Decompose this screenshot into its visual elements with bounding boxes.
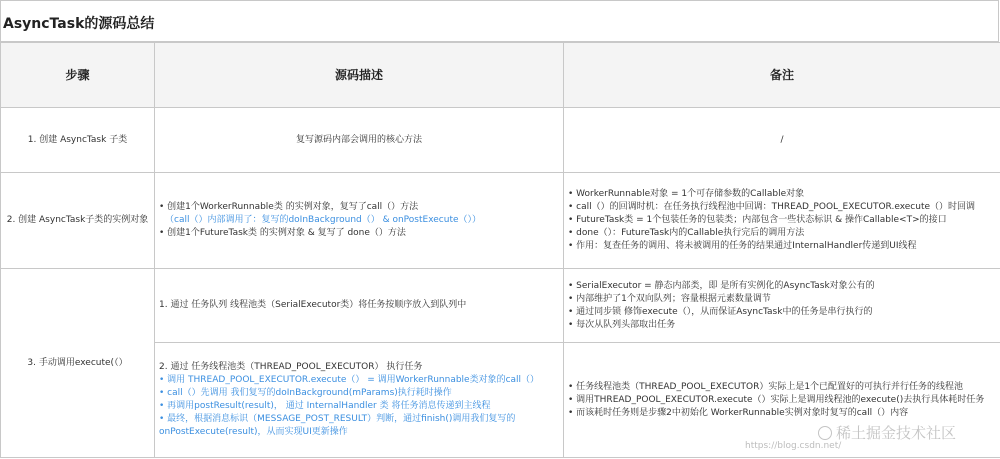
note-line: • FutureTask类 = 1个包装任务的包装类；内部包含一些状态标识 & 操作Callable<T>的接口 <box>568 215 947 225</box>
description-line: （call（）内部调用了：复写的doInBackground（） & onPostExecute（）） <box>165 215 482 225</box>
watermark-logo-text: 稀土掘金技术社区 <box>836 424 957 442</box>
description-line: • 最终，根据消息标识（MESSAGE_POST_RESULT）判断，通过finish()调用我们复写的 <box>159 414 516 424</box>
description-line: • call（）先调用 我们复写的doInBackground(mParams)执行耗时操作 <box>159 388 452 398</box>
note-line: • 而该耗时任务则是步骤2中初始化 WorkerRunnable实例对象时复写的call（）内容 <box>568 407 909 418</box>
description-line: • 创建1个FutureTask类 的实例对象 & 复写了 done（）方法 <box>159 228 406 238</box>
note-line: • 每次从队列头部取出任务 <box>568 319 676 330</box>
watermark-logo <box>818 422 956 443</box>
summary-table <box>0 42 1000 458</box>
description-line: • 调用 THREAD_POOL_EXECUTOR.execute（） = 调用WorkerRunnable类对象的call（） <box>159 375 540 385</box>
header-row <box>1 43 1000 108</box>
note-line: • 任务线程池类（THREAD_POOL_EXECUTOR）实际上是1个已配置好的可执行并行任务的线程池 <box>568 381 964 392</box>
description-line: onPostExecute(result)，从而实现UI更新操作 <box>159 427 348 437</box>
description-cell <box>155 173 564 269</box>
step-cell: 3. 手动调用execute(（） <box>1 269 155 458</box>
header-notes: 备注 <box>564 43 1000 108</box>
header-description: 源码描述 <box>155 43 564 108</box>
note-line: • 调用THREAD_POOL_EXECUTOR.execute（）实际上是调用线程池的execute()去执行具体耗时任务 <box>568 394 985 405</box>
note-line: • WorkerRunnable对象 = 1个可存储参数的Callable对象 <box>568 189 805 199</box>
step-cell: 2. 创建 AsyncTask子类的实例对象 <box>1 173 155 269</box>
description-line: • 创建1个WorkerRunnable类 的实例对象，复写了call（）方法 <box>159 202 419 212</box>
note-line: • 通过同步锁 修饰execute（），从而保证AsyncTask中的任务是串行执行的 <box>568 306 873 317</box>
note-line: • 作用：复查任务的调用、将未被调用的任务的结果通过InternalHandler传递到UI线程 <box>568 241 917 251</box>
description-line: • 再调用postResult(result)， 通过 InternalHandler 类 将任务消息传递到主线程 <box>159 401 491 411</box>
notes-cell: / <box>564 108 1000 173</box>
notes-cell <box>564 269 1000 343</box>
description-cell: 复写源码内部会调用的核心方法 <box>155 108 564 173</box>
table-row <box>1 269 1000 343</box>
description-cell <box>155 343 564 458</box>
table-title: AsyncTask的源码总结 <box>0 0 999 42</box>
note-line: • 内部维护了1个双向队列；容量根据元素数量调节 <box>568 293 771 304</box>
juejin-logo-icon <box>818 426 832 440</box>
note-line: • call（）的回调时机：在任务执行线程池中回调：THREAD_POOL_EXECUTOR.execute（）时回调 <box>568 202 976 212</box>
step-cell: 1. 创建 AsyncTask 子类 <box>1 108 155 173</box>
table-row <box>1 173 1000 269</box>
notes-cell <box>564 173 1000 269</box>
description-line: 1. 通过 任务队列 线程池类（SerialExecutor类）将任务按顺序放入到队列中 <box>159 300 467 310</box>
note-line: • SerialExecutor = 静态内部类，即 是所有实例化的AsyncTask对象公有的 <box>568 280 875 291</box>
description-line: 2. 通过 任务线程池类（THREAD_POOL_EXECUTOR） 执行任务 <box>159 362 423 372</box>
description-cell <box>155 269 564 343</box>
header-step: 步骤 <box>1 43 155 108</box>
note-line: • done（）：FutureTask内的Callable执行完后的调用方法 <box>568 228 805 238</box>
table-row <box>1 108 1000 173</box>
watermark-url: https://blog.csdn.net/ <box>745 441 842 451</box>
